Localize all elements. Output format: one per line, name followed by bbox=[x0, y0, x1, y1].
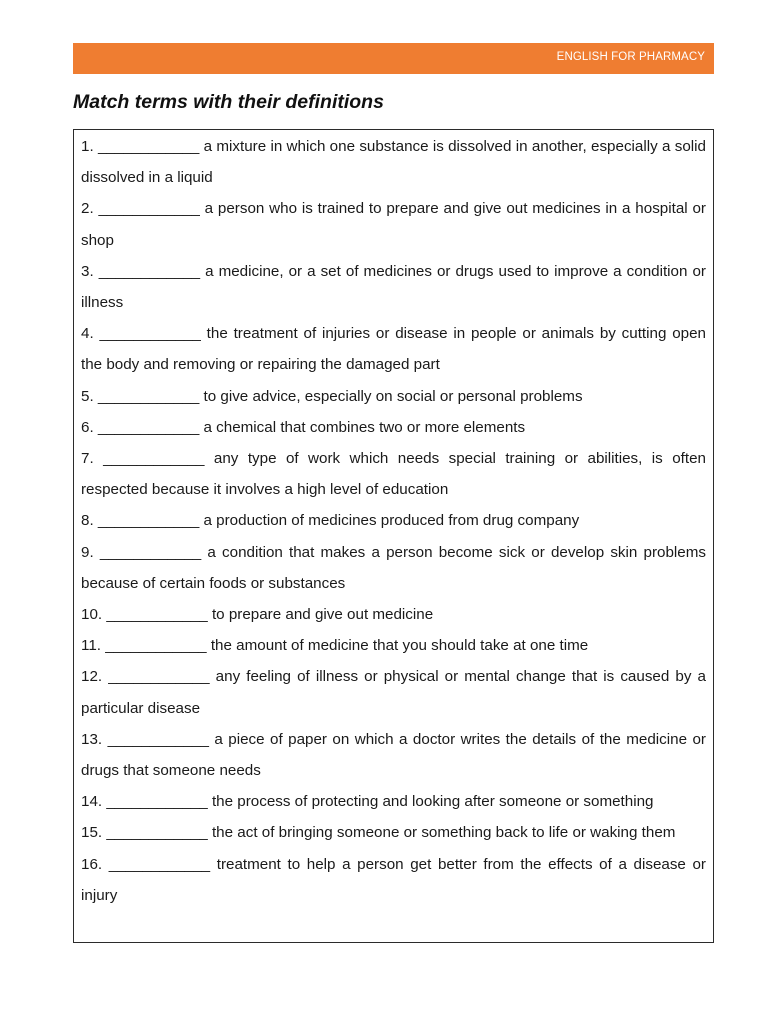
exercise-item bbox=[81, 443, 706, 505]
answer-blank: ____________ bbox=[97, 138, 200, 155]
item-definition: to give advice, especially on social or personal problems bbox=[203, 387, 583, 405]
answer-blank: ____________ bbox=[99, 325, 201, 343]
answer-blank: ____________ bbox=[103, 450, 205, 468]
item-number: 8. bbox=[81, 512, 94, 530]
exercise-item bbox=[81, 381, 706, 412]
item-definition: the act of bringing someone or something back to life or waking them bbox=[211, 824, 676, 842]
exercise-item bbox=[81, 630, 706, 661]
exercise-item bbox=[81, 786, 706, 817]
item-definition: any feeling of illness or physical or mental change that is caused by a particular disease bbox=[81, 668, 706, 717]
answer-blank: ____________ bbox=[97, 512, 200, 530]
item-definition: a chemical that combines two or more elements bbox=[203, 418, 526, 436]
header-bar bbox=[73, 43, 714, 74]
exercise-box bbox=[73, 129, 714, 943]
item-definition: to prepare and give out medicine bbox=[211, 606, 434, 624]
exercise-item bbox=[81, 318, 706, 380]
exercise-item bbox=[81, 412, 706, 443]
item-number: 5. bbox=[81, 387, 94, 405]
item-number: 12. bbox=[81, 668, 103, 686]
exercise-item bbox=[81, 505, 706, 536]
answer-blank: ____________ bbox=[98, 262, 201, 280]
exercise-item bbox=[81, 817, 706, 848]
exercise-item bbox=[81, 131, 706, 193]
item-definition: treatment to help a person get better from the effects of a disease or injury bbox=[81, 855, 706, 904]
answer-blank: ____________ bbox=[106, 793, 208, 811]
item-number: 14. bbox=[81, 793, 103, 811]
answer-blank: ____________ bbox=[106, 824, 208, 842]
answer-blank: ____________ bbox=[98, 200, 200, 218]
answer-blank: ____________ bbox=[108, 668, 210, 686]
answer-blank: ____________ bbox=[97, 387, 200, 405]
item-number: 4. bbox=[81, 325, 94, 343]
exercise-item bbox=[81, 537, 706, 599]
exercise-item bbox=[81, 849, 706, 911]
item-number: 16. bbox=[81, 855, 103, 873]
exercise-item bbox=[81, 256, 706, 318]
item-definition: a production of medicines produced from drug company bbox=[203, 512, 580, 530]
exercise-list bbox=[74, 130, 713, 911]
item-definition: the amount of medicine that you should take at one time bbox=[210, 637, 589, 655]
item-definition: any type of work which needs special training or abilities, is often respected because it involves a high level of education bbox=[81, 450, 706, 499]
exercise-item bbox=[81, 599, 706, 630]
item-definition: a person who is trained to prepare and give out medicines in a hospital or shop bbox=[81, 200, 706, 249]
item-number: 2. bbox=[81, 200, 94, 218]
answer-blank: ____________ bbox=[99, 543, 202, 561]
item-number: 11. bbox=[81, 637, 101, 655]
item-number: 9. bbox=[81, 543, 94, 561]
answer-blank: ____________ bbox=[106, 606, 208, 624]
item-number: 15. bbox=[81, 824, 103, 842]
item-number: 3. bbox=[81, 262, 94, 280]
item-definition: a condition that makes a person become sick or develop skin problems because of certain foods or substances bbox=[81, 543, 706, 592]
answer-blank: ____________ bbox=[97, 418, 200, 436]
page-title: Match terms with their definitions bbox=[73, 91, 384, 113]
item-number: 1. bbox=[81, 138, 94, 155]
item-number: 10. bbox=[81, 606, 103, 624]
answer-blank: ____________ bbox=[107, 730, 209, 748]
item-definition: the process of protecting and looking after someone or something bbox=[211, 793, 654, 811]
item-number: 13. bbox=[81, 730, 103, 748]
answer-blank: ____________ bbox=[108, 855, 211, 873]
item-definition: a medicine, or a set of medicines or drugs used to improve a condition or illness bbox=[81, 262, 706, 312]
item-definition: the treatment of injuries or disease in people or animals by cutting open the body and removing or repairing the damaged part bbox=[81, 325, 706, 374]
answer-blank: ____________ bbox=[105, 637, 207, 655]
exercise-item bbox=[81, 661, 706, 723]
item-definition: a piece of paper on which a doctor writes the details of the medicine or drugs that someone needs bbox=[81, 730, 706, 780]
item-number: 7. bbox=[81, 450, 94, 468]
item-definition: a mixture in which one substance is dissolved in another, especially a solid dissolved in a liquid bbox=[81, 138, 706, 187]
header-label: ENGLISH FOR PHARMACY bbox=[556, 51, 705, 63]
item-number: 6. bbox=[81, 418, 94, 436]
exercise-item bbox=[81, 724, 706, 786]
exercise-item bbox=[81, 193, 706, 255]
